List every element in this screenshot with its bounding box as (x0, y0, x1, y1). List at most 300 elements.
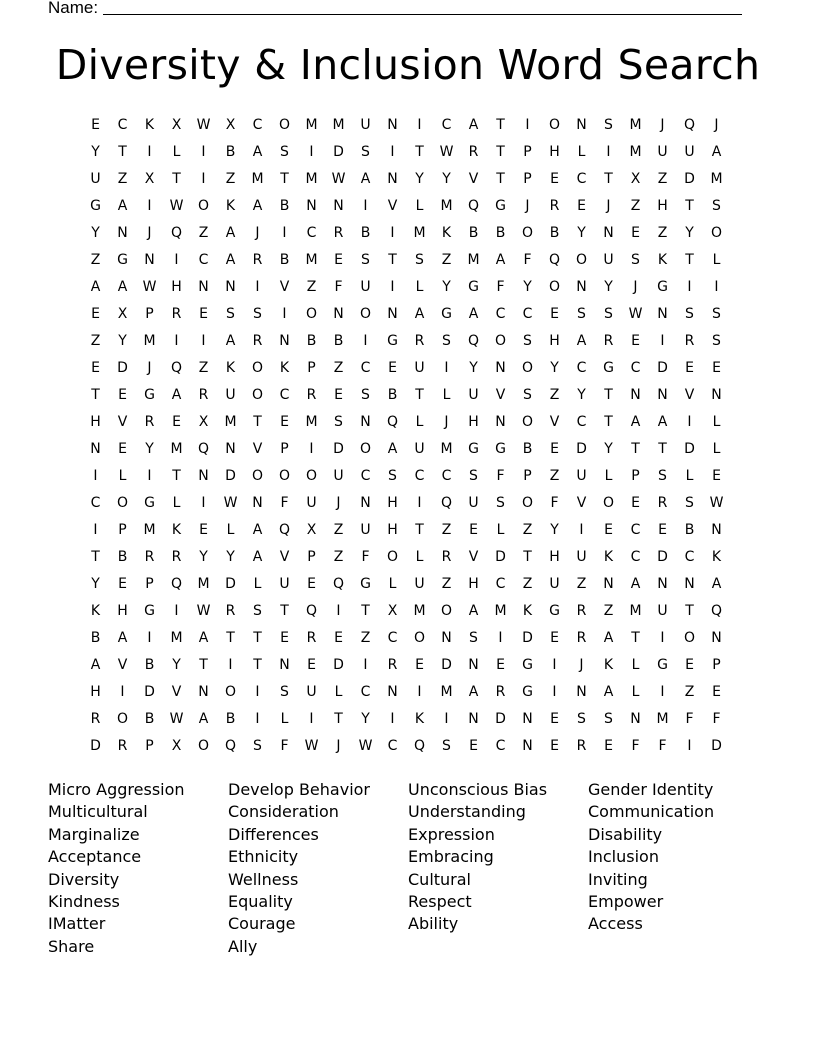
grid-letter: U (468, 495, 479, 511)
grid-letter: E (550, 171, 559, 187)
grid-letter: B (684, 522, 695, 538)
grid-letter: S (658, 468, 667, 484)
grid-letter: S (712, 306, 721, 322)
grid-letter: T (91, 387, 100, 403)
grid-letter: N (252, 495, 263, 511)
grid-letter: U (549, 576, 560, 592)
grid-letter: S (523, 387, 532, 403)
word-list-item: Gender Identity (588, 780, 714, 799)
grid-letter: A (225, 333, 236, 349)
grid-letter: Z (441, 522, 452, 538)
grid-letter: L (388, 576, 397, 592)
grid-letter: N (630, 711, 641, 727)
grid-letter: K (603, 549, 614, 565)
grid-letter: M (332, 117, 345, 133)
grid-letter: B (468, 225, 479, 241)
grid-letter: X (225, 117, 236, 133)
grid-letter: D (333, 657, 344, 673)
grid-letter: P (307, 360, 316, 376)
grid-letter: H (468, 414, 479, 430)
grid-letter: N (468, 711, 479, 727)
grid-letter: C (630, 522, 641, 538)
grid-letter: Z (522, 576, 533, 592)
grid-letter: E (631, 225, 640, 241)
grid-letter: V (468, 549, 479, 565)
word-list-item: Wellness (228, 869, 299, 889)
grid-letter: L (604, 468, 613, 484)
grid-letter: Y (442, 279, 451, 295)
grid-letter: T (388, 252, 397, 268)
grid-letter: N (360, 495, 371, 511)
grid-letter: P (145, 738, 154, 754)
word-list-item: Multicultural (48, 802, 148, 822)
grid-letter: Y (577, 225, 586, 241)
grid-letter: N (576, 279, 587, 295)
grid-letter: T (415, 144, 424, 160)
grid-letter: I (336, 603, 341, 619)
grid-letter: O (116, 711, 129, 727)
grid-letter: M (170, 441, 183, 457)
grid-letter: Q (170, 360, 183, 376)
grid-letter: W (223, 495, 238, 511)
grid-letter: A (495, 252, 506, 268)
grid-letter: Q (548, 252, 561, 268)
grid-letter: O (710, 225, 723, 241)
grid-letter: G (360, 576, 371, 592)
grid-letter: V (117, 414, 128, 430)
grid-letter: Y (145, 441, 154, 457)
grid-letter: L (712, 414, 721, 430)
grid-letter: L (496, 522, 505, 538)
grid-letter: E (604, 738, 613, 754)
grid-letter: S (388, 468, 397, 484)
grid-letter: D (657, 360, 668, 376)
grid-letter: V (495, 387, 506, 403)
grid-letter: G (117, 252, 128, 268)
grid-letter: J (255, 225, 260, 241)
grid-letter: L (577, 144, 586, 160)
grid-letter: C (306, 225, 317, 241)
grid-letter: U (360, 279, 371, 295)
grid-letter: K (441, 225, 452, 241)
grid-letter: Z (198, 225, 209, 241)
grid-letter: I (309, 144, 314, 160)
grid-letter: V (576, 495, 587, 511)
grid-letter: D (225, 468, 236, 484)
grid-letter: A (576, 333, 587, 349)
grid-letter: K (711, 549, 722, 565)
grid-letter: N (333, 198, 344, 214)
grid-letter: E (280, 630, 289, 646)
grid-letter: Y (361, 711, 370, 727)
grid-letter: S (280, 144, 289, 160)
grid-letter: V (279, 549, 290, 565)
grid-letter: E (199, 522, 208, 538)
grid-letter: T (415, 522, 424, 538)
grid-letter: E (469, 522, 478, 538)
grid-letter: N (279, 333, 290, 349)
grid-letter: S (577, 306, 586, 322)
grid-letter: I (444, 360, 449, 376)
grid-letter: F (496, 279, 505, 295)
grid-letter: E (685, 657, 694, 673)
grid-letter: J (336, 738, 341, 754)
grid-letter: L (172, 144, 181, 160)
grid-letter: G (144, 495, 155, 511)
grid-letter: W (628, 306, 643, 322)
grid-letter: Y (226, 549, 235, 565)
name-row (48, 0, 742, 19)
grid-letter: I (255, 684, 260, 700)
grid-letter: S (253, 738, 262, 754)
grid-letter: C (441, 468, 452, 484)
grid-letter: S (442, 333, 451, 349)
grid-letter: C (360, 360, 371, 376)
grid-letter: O (278, 468, 291, 484)
grid-letter: L (226, 522, 235, 538)
grid-letter: G (495, 441, 506, 457)
grid-letter: O (548, 117, 561, 133)
grid-letter: R (468, 144, 479, 160)
word-list-item: Expression (408, 824, 495, 844)
grid-letter: H (549, 333, 560, 349)
word-list-item: Understanding (408, 802, 526, 822)
grid-letter: I (201, 144, 206, 160)
grid-letter: B (225, 711, 236, 727)
grid-letter: X (198, 414, 209, 430)
grid-letter: N (630, 387, 641, 403)
grid-letter: S (280, 684, 289, 700)
grid-letter: Q (413, 738, 426, 754)
grid-letter: A (171, 387, 182, 403)
grid-letter: E (334, 630, 343, 646)
grid-letter: A (630, 576, 641, 592)
grid-letter: T (118, 144, 127, 160)
grid-letter: U (360, 117, 371, 133)
grid-letter: O (413, 630, 426, 646)
grid-letter: D (495, 549, 506, 565)
grid-letter: C (360, 684, 371, 700)
grid-letter: N (90, 441, 101, 457)
grid-letter: H (387, 522, 398, 538)
grid-letter: B (90, 630, 101, 646)
grid-letter: C (576, 171, 587, 187)
grid-letter: N (522, 738, 533, 754)
grid-letter: M (305, 252, 318, 268)
grid-letter: D (684, 441, 695, 457)
grid-letter: N (657, 576, 668, 592)
grid-letter: Z (198, 360, 209, 376)
grid-letter: U (414, 360, 425, 376)
grid-letter: A (711, 144, 722, 160)
grid-letter: H (90, 684, 101, 700)
grid-letter: H (171, 279, 182, 295)
grid-letter: L (415, 198, 424, 214)
grid-letter: N (117, 225, 128, 241)
grid-letter: R (576, 630, 587, 646)
grid-letter: L (280, 711, 289, 727)
grid-letter: A (225, 252, 236, 268)
grid-letter: A (90, 279, 101, 295)
grid-letter: K (225, 360, 236, 376)
grid-letter: F (658, 738, 667, 754)
grid-letter: S (415, 252, 424, 268)
grid-letter: V (549, 414, 560, 430)
grid-letter: A (657, 414, 668, 430)
grid-letter: S (712, 333, 721, 349)
grid-letter: T (496, 117, 505, 133)
grid-letter: C (684, 549, 695, 565)
grid-letter: V (171, 684, 182, 700)
grid-letter: Z (360, 630, 371, 646)
grid-letter: I (282, 306, 287, 322)
grid-letter: J (147, 360, 152, 376)
word-list-item: Courage (228, 914, 296, 934)
grid-letter: A (252, 522, 263, 538)
grid-letter: L (685, 468, 694, 484)
grid-letter: I (660, 684, 665, 700)
grid-letter: A (252, 549, 263, 565)
grid-letter: C (495, 306, 506, 322)
grid-letter: I (201, 495, 206, 511)
grid-letter: T (253, 414, 262, 430)
grid-letter: Q (386, 414, 399, 430)
word-list-item: Ally (228, 936, 258, 956)
grid-letter: A (711, 576, 722, 592)
grid-letter: P (712, 657, 721, 673)
grid-letter: B (144, 657, 155, 673)
grid-letter: Y (550, 360, 559, 376)
grid-letter: C (495, 738, 506, 754)
grid-letter: A (414, 306, 425, 322)
grid-letter: C (387, 738, 398, 754)
grid-letter: U (414, 441, 425, 457)
grid-letter: B (360, 225, 371, 241)
grid-letter: E (199, 306, 208, 322)
grid-letter: Z (576, 576, 587, 592)
grid-letter: B (117, 549, 128, 565)
grid-letter: S (577, 711, 586, 727)
grid-letter: V (279, 279, 290, 295)
grid-letter: R (90, 711, 101, 727)
grid-letter: M (305, 414, 318, 430)
grid-letter: F (361, 549, 370, 565)
grid-letter: C (576, 360, 587, 376)
grid-letter: K (171, 522, 182, 538)
grid-letter: D (684, 171, 695, 187)
grid-letter: F (334, 279, 343, 295)
grid-letter: S (469, 468, 478, 484)
grid-letter: P (631, 468, 640, 484)
grid-letter: U (576, 468, 587, 484)
grid-letter: E (307, 576, 316, 592)
grid-letter: Y (604, 441, 613, 457)
grid-letter: S (361, 387, 370, 403)
grid-letter: U (684, 144, 695, 160)
grid-letter: J (336, 495, 341, 511)
grid-letter: T (523, 549, 532, 565)
grid-letter: S (685, 306, 694, 322)
grid-letter: H (549, 549, 560, 565)
grid-letter: X (171, 738, 182, 754)
grid-letter: Q (440, 495, 453, 511)
grid-letter: Y (604, 279, 613, 295)
grid-letter: H (90, 414, 101, 430)
grid-letter: T (334, 711, 343, 727)
grid-letter: V (252, 441, 263, 457)
grid-letter: D (657, 549, 668, 565)
grid-letter: O (278, 117, 291, 133)
grid-letter: N (711, 387, 722, 403)
grid-letter: N (306, 198, 317, 214)
grid-letter: M (467, 252, 480, 268)
word-list-item: Diversity (48, 869, 120, 889)
grid-letter: D (144, 684, 155, 700)
grid-letter: W (196, 603, 211, 619)
grid-letter: T (496, 144, 505, 160)
grid-letter: U (225, 387, 236, 403)
grid-letter: S (226, 306, 235, 322)
grid-letter: N (387, 306, 398, 322)
grid-letter: Z (225, 171, 236, 187)
grid-letter: J (525, 198, 530, 214)
grid-letter: P (118, 522, 127, 538)
grid-letter: O (359, 306, 372, 322)
grid-letter: G (657, 657, 668, 673)
grid-letter: R (117, 738, 128, 754)
grid-letter: N (603, 225, 614, 241)
grid-letter: I (120, 684, 125, 700)
grid-letter: N (387, 684, 398, 700)
grid-letter: C (360, 468, 371, 484)
grid-letter: A (252, 144, 263, 160)
grid-letter: L (631, 657, 640, 673)
grid-letter: I (255, 279, 260, 295)
grid-letter: A (117, 198, 128, 214)
grid-letter: W (331, 171, 346, 187)
grid-letter: R (306, 387, 317, 403)
grid-letter: Z (549, 387, 560, 403)
grid-letter: W (196, 117, 211, 133)
grid-letter: E (172, 414, 181, 430)
grid-letter: X (171, 117, 182, 133)
grid-letter: G (144, 603, 155, 619)
grid-letter: I (390, 279, 395, 295)
grid-letter: S (604, 711, 613, 727)
grid-letter: S (604, 117, 613, 133)
grid-letter: T (91, 549, 100, 565)
grid-letter: R (549, 198, 560, 214)
grid-letter: E (118, 441, 127, 457)
grid-letter: Y (685, 225, 694, 241)
grid-letter: N (441, 630, 452, 646)
grid-letter: M (143, 522, 156, 538)
grid-letter: R (225, 603, 236, 619)
grid-letter: N (603, 576, 614, 592)
grid-letter: S (442, 738, 451, 754)
grid-letter: W (169, 198, 184, 214)
grid-letter: R (414, 333, 425, 349)
grid-letter: E (91, 306, 100, 322)
grid-letter: I (552, 684, 557, 700)
grid-letter: I (363, 198, 368, 214)
grid-letter: U (90, 171, 101, 187)
grid-letter: R (684, 333, 695, 349)
grid-letter: I (579, 522, 584, 538)
grid-letter: T (280, 171, 289, 187)
grid-letter: S (496, 495, 505, 511)
grid-letter: O (548, 279, 561, 295)
grid-letter: C (576, 414, 587, 430)
grid-letter: E (685, 360, 694, 376)
grid-letter: N (333, 306, 344, 322)
grid-letter: S (361, 144, 370, 160)
grid-letter: W (358, 738, 373, 754)
grid-letter: M (494, 603, 507, 619)
grid-letter: I (417, 684, 422, 700)
grid-letter: Y (118, 333, 127, 349)
grid-letter: I (444, 711, 449, 727)
grid-letter: Y (550, 522, 559, 538)
grid-letter: K (414, 711, 425, 727)
grid-letter: T (253, 630, 262, 646)
grid-letter: N (198, 684, 209, 700)
grid-letter: M (413, 603, 426, 619)
grid-letter: S (334, 414, 343, 430)
grid-letter: J (633, 279, 638, 295)
grid-letter: T (604, 171, 613, 187)
grid-letter: O (224, 684, 237, 700)
grid-letter: Q (305, 603, 318, 619)
grid-letter: I (417, 495, 422, 511)
grid-letter: Q (683, 117, 696, 133)
grid-letter: O (305, 468, 318, 484)
grid-letter: M (305, 117, 318, 133)
grid-letter: P (145, 306, 154, 322)
grid-letter: U (576, 549, 587, 565)
grid-letter: I (606, 144, 611, 160)
grid-letter: I (390, 711, 395, 727)
grid-letter: E (550, 738, 559, 754)
word-list-item: Unconscious Bias (408, 780, 548, 799)
grid-letter: Z (603, 603, 614, 619)
grid-letter: Z (441, 252, 452, 268)
grid-letter: V (387, 198, 398, 214)
grid-letter: Z (90, 333, 101, 349)
word-list-item: Ethnicity (228, 847, 299, 867)
grid-letter: B (144, 711, 155, 727)
grid-letter: Y (91, 144, 100, 160)
grid-letter: G (549, 603, 560, 619)
grid-letter: R (252, 252, 263, 268)
grid-letter: O (251, 468, 264, 484)
grid-letter: A (90, 657, 101, 673)
grid-letter: L (712, 252, 721, 268)
word-list-item: Equality (228, 892, 293, 912)
grid-letter: Y (442, 171, 451, 187)
word-list-item: Cultural (408, 869, 471, 889)
word-list-item: Micro Aggression (48, 780, 185, 799)
grid-letter: N (225, 441, 236, 457)
grid-letter: N (387, 171, 398, 187)
grid-letter: B (279, 198, 290, 214)
grid-letter: E (280, 414, 289, 430)
word-list-item: Kindness (48, 892, 120, 912)
grid-letter: I (255, 711, 260, 727)
grid-letter: N (576, 117, 587, 133)
grid-letter: T (280, 603, 289, 619)
grid-letter: N (657, 306, 668, 322)
